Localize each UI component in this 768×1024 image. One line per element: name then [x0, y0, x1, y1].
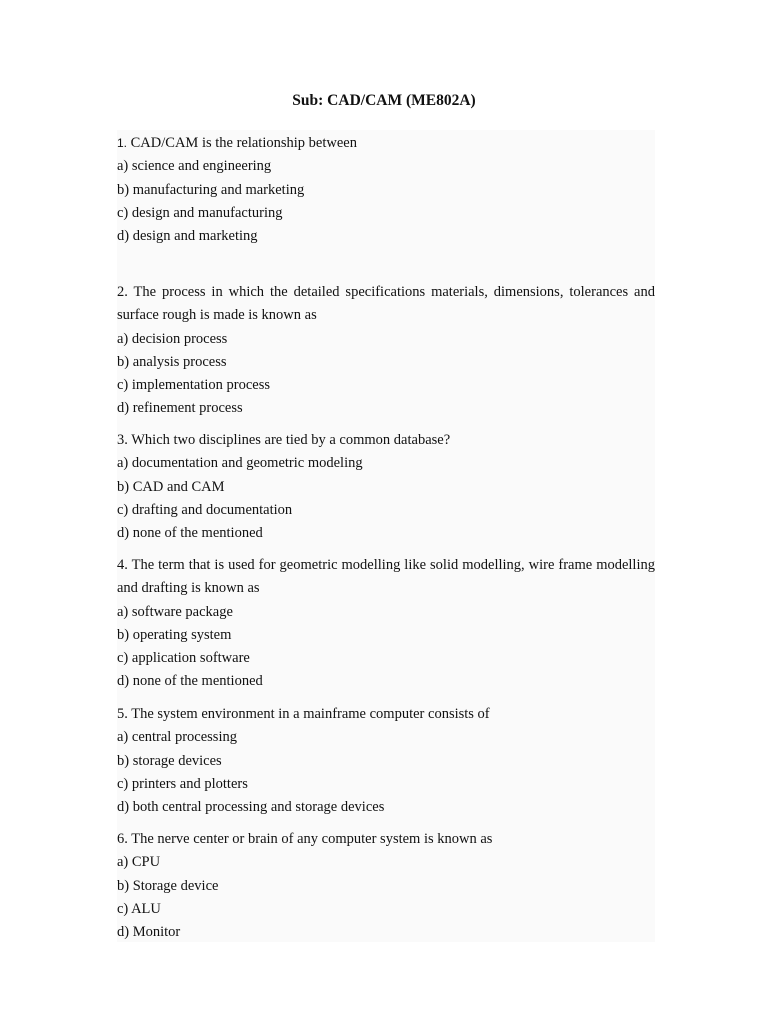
question-5: [117, 703, 655, 819]
question-stem: The nerve center or brain of any computer system is known as: [131, 831, 493, 847]
option-a: a) CPU: [117, 854, 161, 871]
question-text: [117, 554, 655, 601]
question-6: [117, 828, 655, 944]
question-text: [117, 828, 655, 851]
question-stem: The term that is used for geometric modelling like solid modelling, wire frame modelling and drafting is known as: [117, 557, 655, 597]
option-c: c) ALU: [117, 900, 161, 917]
question-stem: CAD/CAM is the relationship between: [130, 135, 357, 151]
option-a: a) documentation and geometric modeling: [117, 455, 363, 472]
option-b: b) Storage device: [117, 877, 219, 894]
question-text: [117, 703, 655, 726]
option-c: c) drafting and documentation: [117, 501, 293, 518]
question-number: 5.: [117, 706, 128, 722]
option-a: a) central processing: [117, 729, 237, 746]
option-b: b) operating system: [117, 626, 232, 643]
option-d: d) design and marketing: [117, 228, 258, 245]
option-b: b) analysis process: [117, 353, 227, 370]
question-number: 6.: [117, 831, 128, 847]
question-stem: The process in which the detailed specifications materials, dimensions, tolerances and surface rough is made is known as: [117, 284, 655, 324]
question-text: [117, 132, 655, 155]
option-c: c) design and manufacturing: [117, 204, 283, 221]
question-number: 3.: [117, 432, 128, 448]
option-b: b) storage devices: [117, 752, 222, 769]
question-stem: The system environment in a mainframe computer consists of: [131, 706, 490, 722]
option-d: d) Monitor: [117, 924, 181, 941]
option-d: d) both central processing and storage devices: [117, 799, 385, 816]
option-a: a) science and engineering: [117, 158, 272, 175]
question-text: [117, 429, 655, 452]
page-title: Sub: CAD/CAM (ME802A): [292, 92, 476, 109]
question-3: [117, 429, 655, 545]
option-d: d) refinement process: [117, 400, 243, 417]
option-b: b) CAD and CAM: [117, 478, 225, 495]
option-c: c) printers and plotters: [117, 775, 248, 792]
question-number: 4.: [117, 557, 128, 573]
option-d: d) none of the mentioned: [117, 673, 263, 690]
option-d: d) none of the mentioned: [117, 525, 263, 542]
question-number: 2.: [117, 284, 128, 300]
question-1: [117, 132, 655, 248]
option-c: c) implementation process: [117, 377, 271, 394]
option-a: a) decision process: [117, 330, 228, 347]
option-a: a) software package: [117, 603, 233, 620]
option-b: b) manufacturing and marketing: [117, 181, 305, 198]
question-text: [117, 281, 655, 328]
option-c: c) application software: [117, 650, 250, 667]
question-2: [117, 281, 655, 421]
question-4: [117, 554, 655, 694]
question-number: 1.: [117, 136, 128, 150]
question-stem: Which two disciplines are tied by a common database?: [131, 432, 451, 448]
